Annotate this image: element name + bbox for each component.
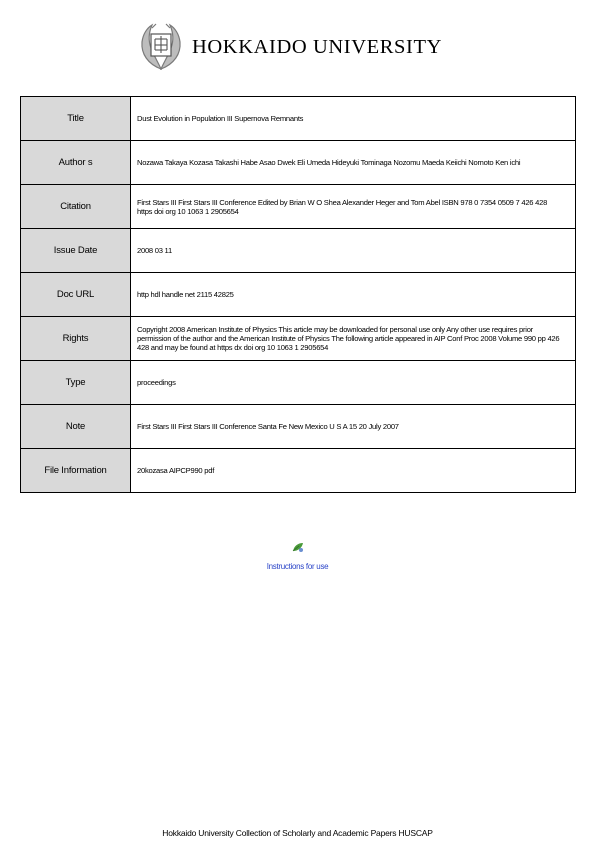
- field-value[interactable]: http hdl handle net 2115 42825: [131, 273, 576, 317]
- table-row: [21, 97, 576, 141]
- field-label: Type: [21, 361, 131, 405]
- page-header: [0, 22, 595, 72]
- table-row: [21, 229, 576, 273]
- field-label: Citation: [21, 185, 131, 229]
- university-emblem-icon: [136, 22, 186, 72]
- leaf-icon[interactable]: [291, 541, 305, 553]
- field-label: Doc URL: [21, 273, 131, 317]
- field-value: 20kozasa AIPCP990 pdf: [131, 449, 576, 493]
- metadata-table: [20, 96, 576, 493]
- instructions-section: [0, 540, 595, 571]
- table-row: [21, 405, 576, 449]
- field-value: Dust Evolution in Population III Supernova Remnants: [131, 97, 576, 141]
- field-value: First Stars III First Stars III Conference Edited by Brian W O Shea Alexander Heger and Tom Abel ISBN 978 0 7354 0509 7 426 428 https doi org 10 1063 1 2905654: [131, 185, 576, 229]
- instructions-link[interactable]: Instructions for use: [266, 562, 329, 571]
- field-label: Note: [21, 405, 131, 449]
- table-row: [21, 185, 576, 229]
- university-name: HOKKAIDO UNIVERSITY: [192, 36, 442, 58]
- table-row: [21, 273, 576, 317]
- field-value: First Stars III First Stars III Conference Santa Fe New Mexico U S A 15 20 July 2007: [131, 405, 576, 449]
- field-value: 2008 03 11: [131, 229, 576, 273]
- table-row: [21, 317, 576, 361]
- field-label: File Information: [21, 449, 131, 493]
- table-row: [21, 449, 576, 493]
- field-label: Rights: [21, 317, 131, 361]
- field-value: Copyright 2008 American Institute of Physics This article may be downloaded for personal use only Any other use requires prior permission of the author and the American Institute of Physics The following article appeared in AIP Conf Proc 2008 Volume 990 pp 426 428 and may be found at https dx doi org 10 1063 1 2905654: [131, 317, 576, 361]
- field-label: Issue Date: [21, 229, 131, 273]
- field-value: proceedings: [131, 361, 576, 405]
- field-label: Title: [21, 97, 131, 141]
- table-row: [21, 141, 576, 185]
- page-footer: Hokkaido University Collection of Scholarly and Academic Papers HUSCAP: [162, 828, 433, 838]
- table-row: [21, 361, 576, 405]
- field-value: Nozawa Takaya Kozasa Takashi Habe Asao Dwek Eli Umeda Hideyuki Tominaga Nozomu Maeda Keiichi Nomoto Ken ichi: [131, 141, 576, 185]
- field-label: Author s: [21, 141, 131, 185]
